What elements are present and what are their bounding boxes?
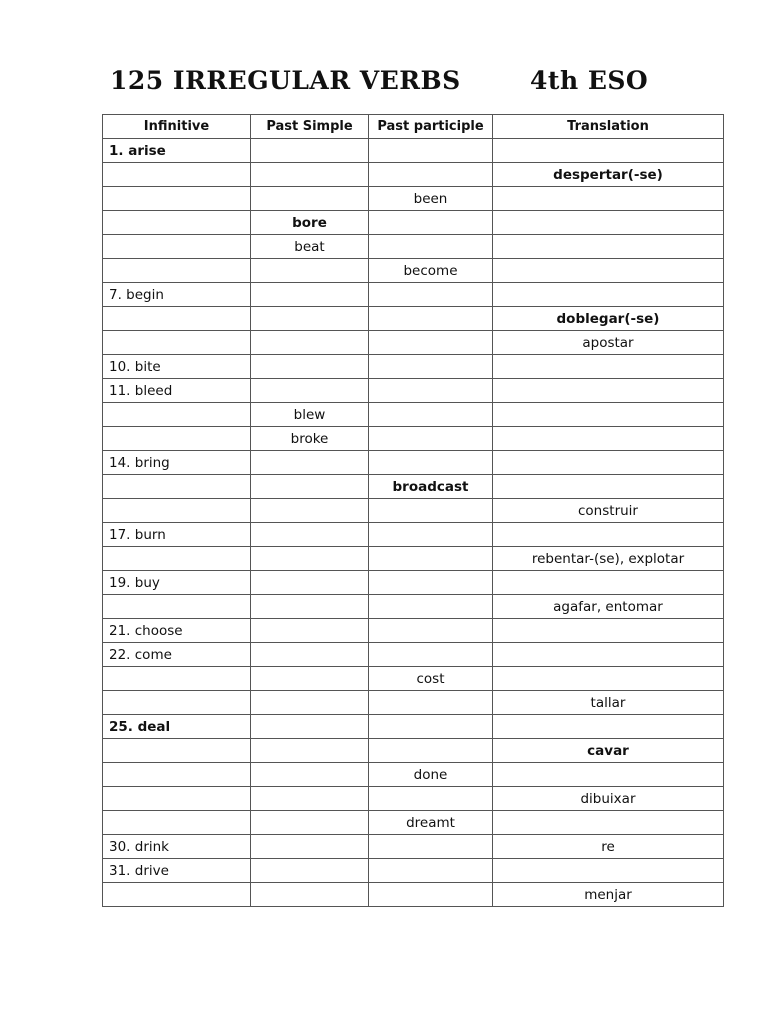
table-row xyxy=(103,211,724,235)
cell-past-participle[interactable]: dreamt xyxy=(369,811,493,835)
cell-past-participle[interactable] xyxy=(369,211,493,235)
table-row xyxy=(103,619,724,643)
cell-past-simple[interactable] xyxy=(251,739,369,763)
cell-infinitive[interactable] xyxy=(103,691,251,715)
header-past-participle: Past participle xyxy=(369,115,493,139)
cell-past-participle[interactable] xyxy=(369,235,493,259)
table-row xyxy=(103,403,724,427)
cell-past-simple[interactable] xyxy=(251,667,369,691)
table-row xyxy=(103,523,724,547)
cell-infinitive[interactable]: 17. burn xyxy=(103,523,251,547)
cell-past-participle[interactable] xyxy=(369,163,493,187)
table-row xyxy=(103,859,724,883)
cell-past-participle[interactable] xyxy=(369,547,493,571)
cell-translation[interactable] xyxy=(493,475,724,499)
table-row xyxy=(103,547,724,571)
cell-translation[interactable] xyxy=(493,187,724,211)
cell-infinitive[interactable] xyxy=(103,403,251,427)
table-row xyxy=(103,811,724,835)
cell-past-participle[interactable] xyxy=(369,355,493,379)
cell-translation[interactable] xyxy=(493,403,724,427)
cell-infinitive[interactable]: 30. drink xyxy=(103,835,251,859)
cell-translation[interactable]: re xyxy=(493,835,724,859)
cell-past-simple[interactable] xyxy=(251,499,369,523)
cell-infinitive[interactable] xyxy=(103,883,251,907)
cell-past-participle[interactable] xyxy=(369,619,493,643)
title-main: 125 IRREGULAR VERBS xyxy=(110,66,461,95)
cell-infinitive[interactable] xyxy=(103,307,251,331)
cell-translation[interactable] xyxy=(493,763,724,787)
table-row xyxy=(103,427,724,451)
cell-past-participle[interactable]: been xyxy=(369,187,493,211)
cell-translation[interactable] xyxy=(493,859,724,883)
cell-translation[interactable]: agafar, entomar xyxy=(493,595,724,619)
cell-infinitive[interactable] xyxy=(103,787,251,811)
cell-past-simple[interactable] xyxy=(251,355,369,379)
cell-past-simple[interactable] xyxy=(251,451,369,475)
cell-past-participle[interactable] xyxy=(369,283,493,307)
cell-past-simple[interactable] xyxy=(251,859,369,883)
cell-past-participle[interactable] xyxy=(369,331,493,355)
table-row xyxy=(103,883,724,907)
cell-past-simple[interactable] xyxy=(251,811,369,835)
table-row xyxy=(103,235,724,259)
cell-past-participle[interactable] xyxy=(369,139,493,163)
table-row xyxy=(103,379,724,403)
table-row xyxy=(103,499,724,523)
cell-translation[interactable] xyxy=(493,259,724,283)
cell-infinitive[interactable]: 19. buy xyxy=(103,571,251,595)
cell-infinitive[interactable] xyxy=(103,235,251,259)
cell-past-simple[interactable]: beat xyxy=(251,235,369,259)
cell-past-participle[interactable] xyxy=(369,427,493,451)
header-infinitive: Infinitive xyxy=(103,115,251,139)
cell-past-simple[interactable] xyxy=(251,595,369,619)
cell-past-participle[interactable]: done xyxy=(369,763,493,787)
table-row xyxy=(103,331,724,355)
cell-past-participle[interactable] xyxy=(369,715,493,739)
cell-past-participle[interactable]: become xyxy=(369,259,493,283)
cell-past-participle[interactable] xyxy=(369,739,493,763)
cell-infinitive[interactable] xyxy=(103,427,251,451)
cell-translation[interactable] xyxy=(493,619,724,643)
cell-infinitive[interactable] xyxy=(103,331,251,355)
cell-translation[interactable] xyxy=(493,811,724,835)
cell-translation[interactable] xyxy=(493,571,724,595)
cell-infinitive[interactable]: 7. begin xyxy=(103,283,251,307)
cell-past-participle[interactable] xyxy=(369,499,493,523)
cell-infinitive[interactable]: 11. bleed xyxy=(103,379,251,403)
title-level: 4th ESO xyxy=(530,66,649,95)
cell-translation[interactable] xyxy=(493,715,724,739)
cell-past-participle[interactable] xyxy=(369,307,493,331)
cell-translation[interactable] xyxy=(493,355,724,379)
table-row xyxy=(103,595,724,619)
cell-past-simple[interactable] xyxy=(251,619,369,643)
cell-past-participle[interactable] xyxy=(369,691,493,715)
cell-past-participle[interactable]: broadcast xyxy=(369,475,493,499)
cell-infinitive[interactable] xyxy=(103,259,251,283)
cell-infinitive[interactable] xyxy=(103,163,251,187)
cell-past-simple[interactable] xyxy=(251,283,369,307)
cell-past-simple[interactable] xyxy=(251,523,369,547)
table-row xyxy=(103,571,724,595)
header-row xyxy=(103,115,724,139)
cell-infinitive[interactable] xyxy=(103,763,251,787)
cell-past-simple[interactable] xyxy=(251,835,369,859)
cell-past-participle[interactable] xyxy=(369,643,493,667)
page-title xyxy=(110,66,649,95)
cell-past-participle[interactable] xyxy=(369,787,493,811)
cell-infinitive[interactable] xyxy=(103,739,251,763)
cell-translation[interactable]: doblegar(-se) xyxy=(493,307,724,331)
cell-translation[interactable]: menjar xyxy=(493,883,724,907)
table-row xyxy=(103,475,724,499)
cell-past-simple[interactable]: blew xyxy=(251,403,369,427)
cell-infinitive[interactable] xyxy=(103,475,251,499)
cell-past-participle[interactable] xyxy=(369,859,493,883)
cell-translation[interactable] xyxy=(493,283,724,307)
table-row xyxy=(103,355,724,379)
table-row xyxy=(103,667,724,691)
cell-infinitive[interactable]: 1. arise xyxy=(103,139,251,163)
verbs-table xyxy=(102,114,724,907)
cell-translation[interactable] xyxy=(493,235,724,259)
cell-infinitive[interactable] xyxy=(103,811,251,835)
cell-translation[interactable] xyxy=(493,211,724,235)
cell-past-simple[interactable] xyxy=(251,547,369,571)
cell-past-simple[interactable] xyxy=(251,187,369,211)
cell-past-participle[interactable] xyxy=(369,523,493,547)
cell-past-simple[interactable]: broke xyxy=(251,427,369,451)
cell-infinitive[interactable]: 10. bite xyxy=(103,355,251,379)
cell-infinitive[interactable]: 31. drive xyxy=(103,859,251,883)
table-row xyxy=(103,787,724,811)
table-row xyxy=(103,187,724,211)
table-row xyxy=(103,283,724,307)
cell-infinitive[interactable]: 22. come xyxy=(103,643,251,667)
cell-translation[interactable] xyxy=(493,379,724,403)
cell-infinitive[interactable] xyxy=(103,547,251,571)
cell-past-simple[interactable] xyxy=(251,163,369,187)
cell-past-simple[interactable]: bore xyxy=(251,211,369,235)
cell-translation[interactable]: apostar xyxy=(493,331,724,355)
cell-translation[interactable]: despertar(-se) xyxy=(493,163,724,187)
table-row xyxy=(103,691,724,715)
cell-past-simple[interactable] xyxy=(251,763,369,787)
cell-past-simple[interactable] xyxy=(251,139,369,163)
cell-infinitive[interactable] xyxy=(103,499,251,523)
cell-translation[interactable]: dibuixar xyxy=(493,787,724,811)
cell-infinitive[interactable]: 25. deal xyxy=(103,715,251,739)
cell-past-simple[interactable] xyxy=(251,883,369,907)
header-translation: Translation xyxy=(493,115,724,139)
cell-past-participle[interactable] xyxy=(369,883,493,907)
table-row xyxy=(103,451,724,475)
cell-translation[interactable]: construir xyxy=(493,499,724,523)
cell-past-participle[interactable] xyxy=(369,571,493,595)
cell-translation[interactable]: cavar xyxy=(493,739,724,763)
cell-past-simple[interactable] xyxy=(251,475,369,499)
cell-past-participle[interactable] xyxy=(369,595,493,619)
table-row xyxy=(103,643,724,667)
cell-translation[interactable] xyxy=(493,139,724,163)
cell-past-participle[interactable]: cost xyxy=(369,667,493,691)
cell-translation[interactable] xyxy=(493,523,724,547)
cell-past-simple[interactable] xyxy=(251,571,369,595)
cell-infinitive[interactable] xyxy=(103,595,251,619)
cell-past-simple[interactable] xyxy=(251,643,369,667)
table-row xyxy=(103,139,724,163)
cell-infinitive[interactable]: 14. bring xyxy=(103,451,251,475)
cell-translation[interactable] xyxy=(493,451,724,475)
cell-past-simple[interactable] xyxy=(251,379,369,403)
verbs-body xyxy=(103,139,724,907)
cell-past-simple[interactable] xyxy=(251,787,369,811)
cell-past-participle[interactable] xyxy=(369,403,493,427)
cell-translation[interactable] xyxy=(493,667,724,691)
cell-translation[interactable] xyxy=(493,427,724,451)
header-past-simple: Past Simple xyxy=(251,115,369,139)
cell-past-simple[interactable] xyxy=(251,715,369,739)
cell-past-simple[interactable] xyxy=(251,331,369,355)
table-row xyxy=(103,763,724,787)
table-row xyxy=(103,163,724,187)
cell-infinitive[interactable] xyxy=(103,187,251,211)
cell-past-participle[interactable] xyxy=(369,835,493,859)
table-row xyxy=(103,307,724,331)
table-row xyxy=(103,259,724,283)
table-row xyxy=(103,715,724,739)
cell-past-simple[interactable] xyxy=(251,307,369,331)
cell-infinitive[interactable]: 21. choose xyxy=(103,619,251,643)
cell-infinitive[interactable] xyxy=(103,667,251,691)
cell-past-simple[interactable] xyxy=(251,691,369,715)
cell-past-participle[interactable] xyxy=(369,379,493,403)
table-row xyxy=(103,739,724,763)
cell-past-simple[interactable] xyxy=(251,259,369,283)
cell-translation[interactable] xyxy=(493,643,724,667)
cell-past-participle[interactable] xyxy=(369,451,493,475)
cell-infinitive[interactable] xyxy=(103,211,251,235)
table-row xyxy=(103,835,724,859)
cell-translation[interactable]: rebentar-(se), explotar xyxy=(493,547,724,571)
cell-translation[interactable]: tallar xyxy=(493,691,724,715)
